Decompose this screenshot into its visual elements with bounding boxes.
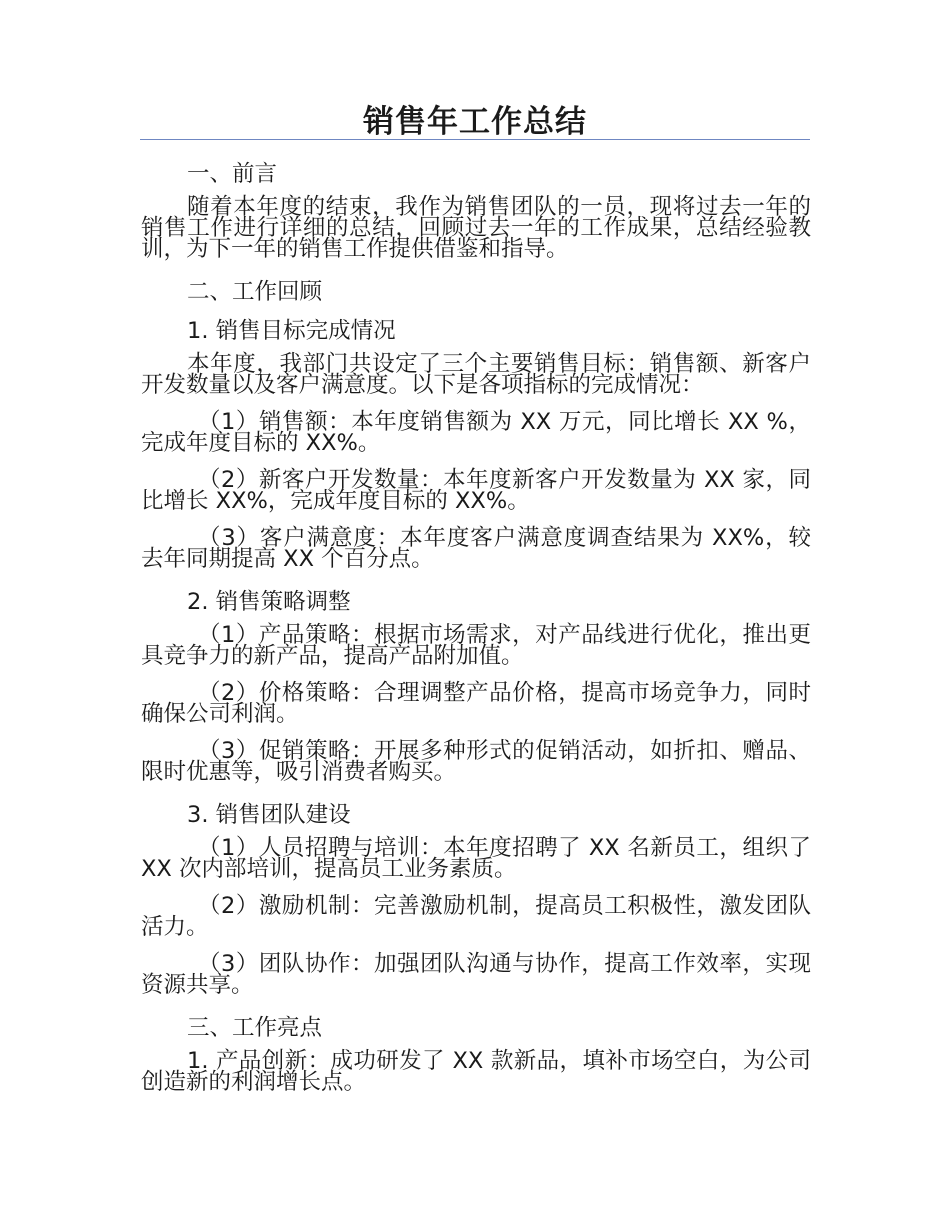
section-heading-review: 二、工作回顾 — [187, 279, 323, 305]
document-body — [141, 158, 811, 1109]
document-title: 销售年工作总结 — [363, 104, 587, 140]
list-item-recruitment-training: （1）人员招聘与培训：本年度招聘了 XX 名新员工，组织了 XX 次内部培训，提高员工业务素质。 — [141, 835, 811, 882]
list-item-sales-amount: （1）销售额：本年度销售额为 XX 万元，同比增长 XX %，完成年度目标的 XX%。 — [141, 409, 811, 456]
list-item-promotion-strategy: （3）促销策略：开展多种形式的促销活动，如折扣、赠品、限时优惠等，吸引消费者购买。 — [141, 738, 811, 785]
list-item-price-strategy: （2）价格策略：合理调整产品价格，提高市场竞争力，同时确保公司利润。 — [141, 680, 811, 727]
subsection-heading-sales-targets: 1. 销售目标完成情况 — [187, 318, 396, 344]
list-item-team-collaboration: （3）团队协作：加强团队沟通与协作，提高工作效率，实现资源共享。 — [141, 951, 811, 998]
title-underline — [140, 139, 810, 140]
paragraph-product-innovation: 1. 产品创新：成功研发了 XX 款新品，填补市场空白，为公司创造新的利润增长点。 — [141, 1048, 811, 1095]
paragraph-sales-targets-intro: 本年度，我部门共设定了三个主要销售目标：销售额、新客户开发数量以及客户满意度。以下是各项指标的完成情况： — [141, 351, 811, 398]
section-heading-preface: 一、前言 — [187, 161, 278, 187]
list-item-incentives: （2）激励机制：完善激励机制，提高员工积极性，激发团队活力。 — [141, 893, 811, 940]
subsection-heading-strategy: 2. 销售策略调整 — [187, 589, 351, 615]
list-item-new-customers: （2）新客户开发数量：本年度新客户开发数量为 XX 家，同比增长 XX%，完成年度目标的 XX%。 — [141, 467, 811, 514]
list-item-product-strategy: （1）产品策略：根据市场需求，对产品线进行优化，推出更具竞争力的新产品，提高产品附加值。 — [141, 622, 811, 669]
paragraph-preface: 随着本年度的结束，我作为销售团队的一员，现将过去一年的销售工作进行详细的总结，回顾过去一年的工作成果，总结经验教训，为下一年的销售工作提供借鉴和指导。 — [141, 194, 811, 262]
subsection-heading-team: 3. 销售团队建设 — [187, 802, 351, 828]
list-item-customer-satisfaction: （3）客户满意度：本年度客户满意度调查结果为 XX%，较去年同期提高 XX 个百分点。 — [141, 525, 811, 572]
section-heading-highlights: 三、工作亮点 — [187, 1015, 323, 1041]
